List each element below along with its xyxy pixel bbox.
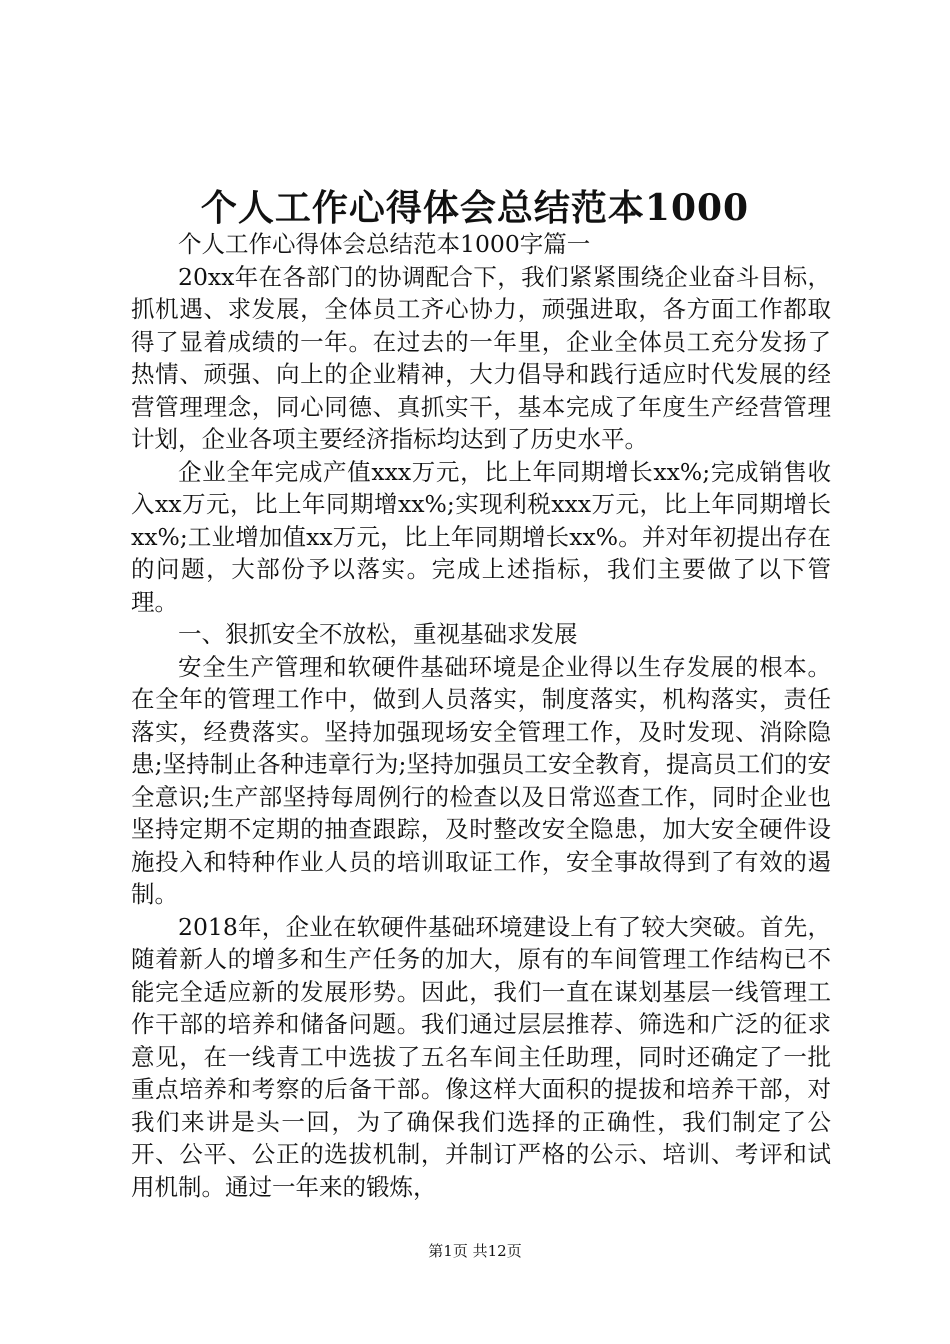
paragraph: 企业全年完成产值xxx万元，比上年同期增长xx%;完成销售收入xx万元，比上年同期增xx%;实现利税xxx万元，比上年同期增长xx%;工业增加值xx万元，比上年同期增长xx%。并对年初提出存在的问题，大部份予以落实。完成上述指标，我们主要做了以下管理。: [131, 457, 831, 616]
paragraph: 2018年，企业在软硬件基础环境建设上有了较大突破。首先，随着新人的增多和生产任务的加大，原有的车间管理工作结构已不能完全适应新的发展形势。因此，我们一直在谋划基层一线管理工作干部的培养和储备问题。我们通过层层推荐、筛选和广泛的征求意见，在一线青工中选拔了五名车间主任助理，同时还确定了一批重点培养和考察的后备干部。像这样大面积的提拔和培养干部，对我们来讲是头一回，为了确保我们选择的正确性，我们制定了公开、公平、公正的选拔机制，并制订严格的公示、培训、考评和试用机制。通过一年来的锻炼，: [131, 912, 831, 1201]
paragraph-subtitle: 个人工作心得体会总结范本1000字篇一: [178, 230, 591, 258]
section-heading: 一、狠抓安全不放松，重视基础求发展: [178, 620, 578, 648]
page-number-footer: 第1页 共12页: [428, 1242, 522, 1260]
paragraph: 安全生产管理和软硬件基础环境是企业得以生存发展的根本。在全年的管理工作中，做到人员落实，制度落实，机构落实，责任落实，经费落实。坚持加强现场安全管理工作，及时发现、消除隐患;坚持制止各种违章行为;坚持加强员工安全教育，提高员工们的安全意识;生产部坚持每周例行的检查以及日常巡查工作，同时企业也坚持定期不定期的抽查跟踪，及时整改安全隐患，加大安全硬件设施投入和特种作业人员的培训取证工作，安全事故得到了有效的遏制。: [131, 652, 831, 908]
document-body: [131, 228, 831, 1203]
document-title: 个人工作心得体会总结范本1000: [200, 187, 750, 229]
paragraph: 20xx年在各部门的协调配合下，我们紧紧围绕企业奋斗目标，抓机遇、求发展，全体员工齐心协力，顽强进取，各方面工作都取得了显着成绩的一年。在过去的一年里，企业全体员工充分发扬了热情、顽强、向上的企业精神，大力倡导和践行适应时代发展的经营管理理念，同心同德、真抓实干，基本完成了年度生产经营管理计划，企业各项主要经济指标均达到了历史水平。: [131, 262, 831, 453]
